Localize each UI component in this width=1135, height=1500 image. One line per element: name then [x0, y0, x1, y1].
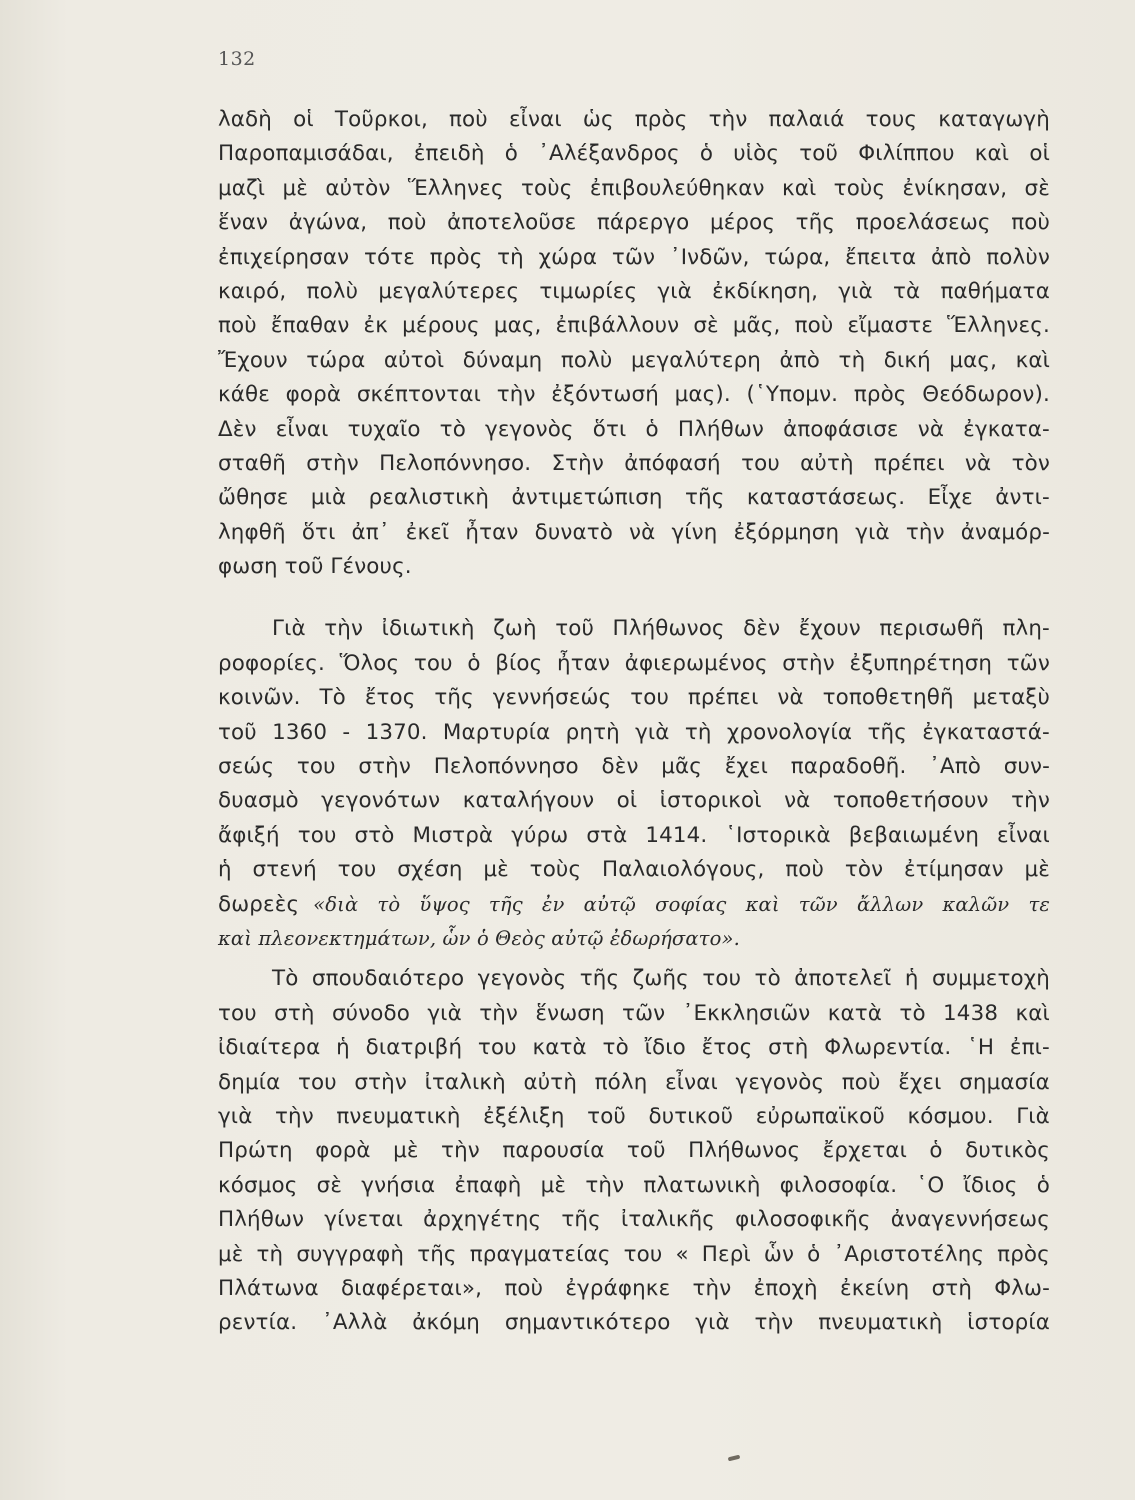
paragraph-1: [218, 103, 1050, 584]
text-line: ροφορίες. Ὅλος του ὁ βίος ἦταν ἀφιερωμένος στὴν ἐξυπηρέτηση τῶν: [218, 650, 1050, 676]
text-line: σεώς του στὴν Πελοπόννησο δὲν μᾶς ἔχει παραδοθῆ. ᾿Απὸ συν-: [218, 754, 1050, 780]
text-line: ἕναν ἀγώνα, ποὺ ἀποτελοῦσε πάρεργο μέρος τῆς προελάσεως ποὺ: [218, 210, 1050, 236]
text-line: ἰδιαίτερα ἡ διατριβή του κατὰ τὸ ἴδιο ἔτος στὴ Φλωρεντία. ῾Η ἐπι-: [218, 1035, 1050, 1061]
quote-text-2: καὶ πλεονεκτημάτων, ὧν ὁ Θεὸς αὐτῷ ἐδωρήσατο».: [218, 926, 740, 950]
text-line: σταθῆ στὴν Πελοπόννησο. Στὴν ἀπόφασή του αὐτὴ πρέπει νὰ τὸν: [218, 450, 1050, 476]
text-line: ἡ στενή του σχέση μὲ τοὺς Παλαιολόγους, ποὺ τὸν ἐτίμησαν μὲ: [218, 857, 1050, 883]
text-line: Πλάτωνα διαφέρεται», ποὺ ἐγράφηκε τὴν ἐποχὴ ἐκείνη στὴ Φλω-: [218, 1275, 1050, 1301]
text-line: μὲ τὴ συγγραφὴ τῆς πραγματείας του « Περὶ ὧν ὁ ᾿Αριστοτέλης πρὸς: [218, 1241, 1050, 1267]
text-line: δυασμὸ γεγονότων καταλήγουν οἱ ἱστορικοὶ νὰ τοποθετήσουν τὴν: [218, 788, 1050, 814]
text-line: μαζὶ μὲ αὐτὸν Ἕλληνες τοὺς ἐπιβουλεύθηκαν καὶ τοὺς ἐνίκησαν, σὲ: [218, 175, 1050, 201]
text-line: ἐπιχείρησαν τότε πρὸς τὴ χώρα τῶν ᾿Ινδῶν, τώρα, ἔπειτα ἀπὸ πολὺν: [218, 244, 1050, 270]
text-line: κόσμος σὲ γνήσια ἐπαφὴ μὲ τὴν πλατωνικὴ φιλοσοφία. ῾Ο ἴδιος ὁ: [218, 1172, 1050, 1198]
ink-mark: [728, 1455, 741, 1462]
text-line: ἄφιξή του στὸ Μιστρὰ γύρω στὰ 1414. ῾Ιστορικὰ βεβαιωμένη εἶναι: [218, 822, 1050, 848]
paragraph-3: [218, 962, 1050, 1340]
text-line: καιρό, πολὺ μεγαλύτερες τιμωρίες γιὰ ἐκδίκηση, γιὰ τὰ παθήματα: [218, 278, 1050, 304]
quote-lead: δωρεὲς: [218, 891, 300, 917]
text-line: Γιὰ τὴν ἰδιωτικὴ ζωὴ τοῦ Πλήθωνος δὲν ἔχουν περισωθῆ πλη-: [272, 616, 1050, 642]
paragraph-gap: [218, 584, 1050, 612]
text-line-quote-1: [218, 888, 1050, 922]
text-line: γιὰ τὴν πνευματικὴ ἐξέλιξη τοῦ δυτικοῦ εὐρωπαϊκοῦ κόσμου. Γιὰ: [218, 1103, 1050, 1129]
text-line: τοῦ 1360 - 1370. Μαρτυρία ρητὴ γιὰ τὴ χρονολογία τῆς ἐγκαταστά-: [218, 719, 1050, 745]
quote-text-1: «διὰ τὸ ὕψος τῆς ἐν αὐτῷ σοφίας καὶ τῶν ἄλλων καλῶν τε: [313, 892, 1050, 916]
text-line: ρεντία. ᾿Αλλὰ ἀκόμη σημαντικότερο γιὰ τὴν πνευματικὴ ἱστορία: [218, 1310, 1050, 1336]
text-line: ποὺ ἔπαθαν ἐκ μέρους μας, ἐπιβάλλουν σὲ μᾶς, ποὺ εἴμαστε Ἕλληνες.: [218, 313, 1050, 339]
text-line: Δὲν εἶναι τυχαῖο τὸ γεγονὸς ὅτι ὁ Πλήθων ἀποφάσισε νὰ ἐγκατα-: [218, 416, 1050, 442]
paragraph-2: [218, 612, 1050, 887]
text-line: Παροπαμισάδαι, ἐπειδὴ ὁ ᾿Αλέξανδρος ὁ υἱὸς τοῦ Φιλίππου καὶ οἱ: [218, 141, 1050, 167]
text-line: κάθε φορὰ σκέπτονται τὴν ἐξόντωσή μας). (῾Υπομν. πρὸς Θεόδωρον).: [218, 382, 1050, 408]
text-line: ὤθησε μιὰ ρεαλιστικὴ ἀντιμετώπιση τῆς καταστάσεως. Εἶχε ἀντι-: [218, 485, 1050, 511]
text-line: κοινῶν. Τὸ ἔτος τῆς γεννήσεώς του πρέπει νὰ τοποθετηθῆ μεταξὺ: [218, 685, 1050, 711]
text-line: φωση τοῦ Γένους.: [218, 554, 412, 580]
text-line: δημία του στὴν ἰταλικὴ αὐτὴ πόλη εἶναι γεγονὸς ποὺ ἔχει σημασία: [218, 1069, 1050, 1095]
text-line: Πρώτη φορὰ μὲ τὴν παρουσία τοῦ Πλήθωνος ἔρχεται ὁ δυτικὸς: [218, 1138, 1050, 1164]
text-line: ληφθῆ ὅτι ἀπ᾿ ἐκεῖ ἦταν δυνατὸ νὰ γίνη ἐξόρμηση γιὰ τὴν ἀναμόρ-: [218, 519, 1050, 545]
text-line: λαδὴ οἱ Τοῦρκοι, ποὺ εἶναι ὡς πρὸς τὴν παλαιά τους καταγωγὴ: [218, 107, 1050, 132]
text-line: Πλήθων γίνεται ἀρχηγέτης τῆς ἰταλικῆς φιλοσοφικῆς ἀναγεννήσεως: [218, 1207, 1050, 1233]
text-line-quote-2: [218, 922, 1050, 956]
page-number: 132: [218, 48, 256, 70]
body-text: [218, 103, 1050, 1341]
text-line: Τὸ σπουδαιότερο γεγονὸς τῆς ζωῆς του τὸ ἀποτελεῖ ἡ συμμετοχὴ: [272, 966, 1050, 992]
text-line: Ἔχουν τώρα αὐτοὶ δύναμη πολὺ μεγαλύτερη ἀπὸ τὴ δική μας, καὶ: [218, 347, 1050, 373]
text-line: του στὴ σύνοδο γιὰ τὴν ἕνωση τῶν ᾿Εκκλησιῶν κατὰ τὸ 1438 καὶ: [218, 1000, 1050, 1026]
